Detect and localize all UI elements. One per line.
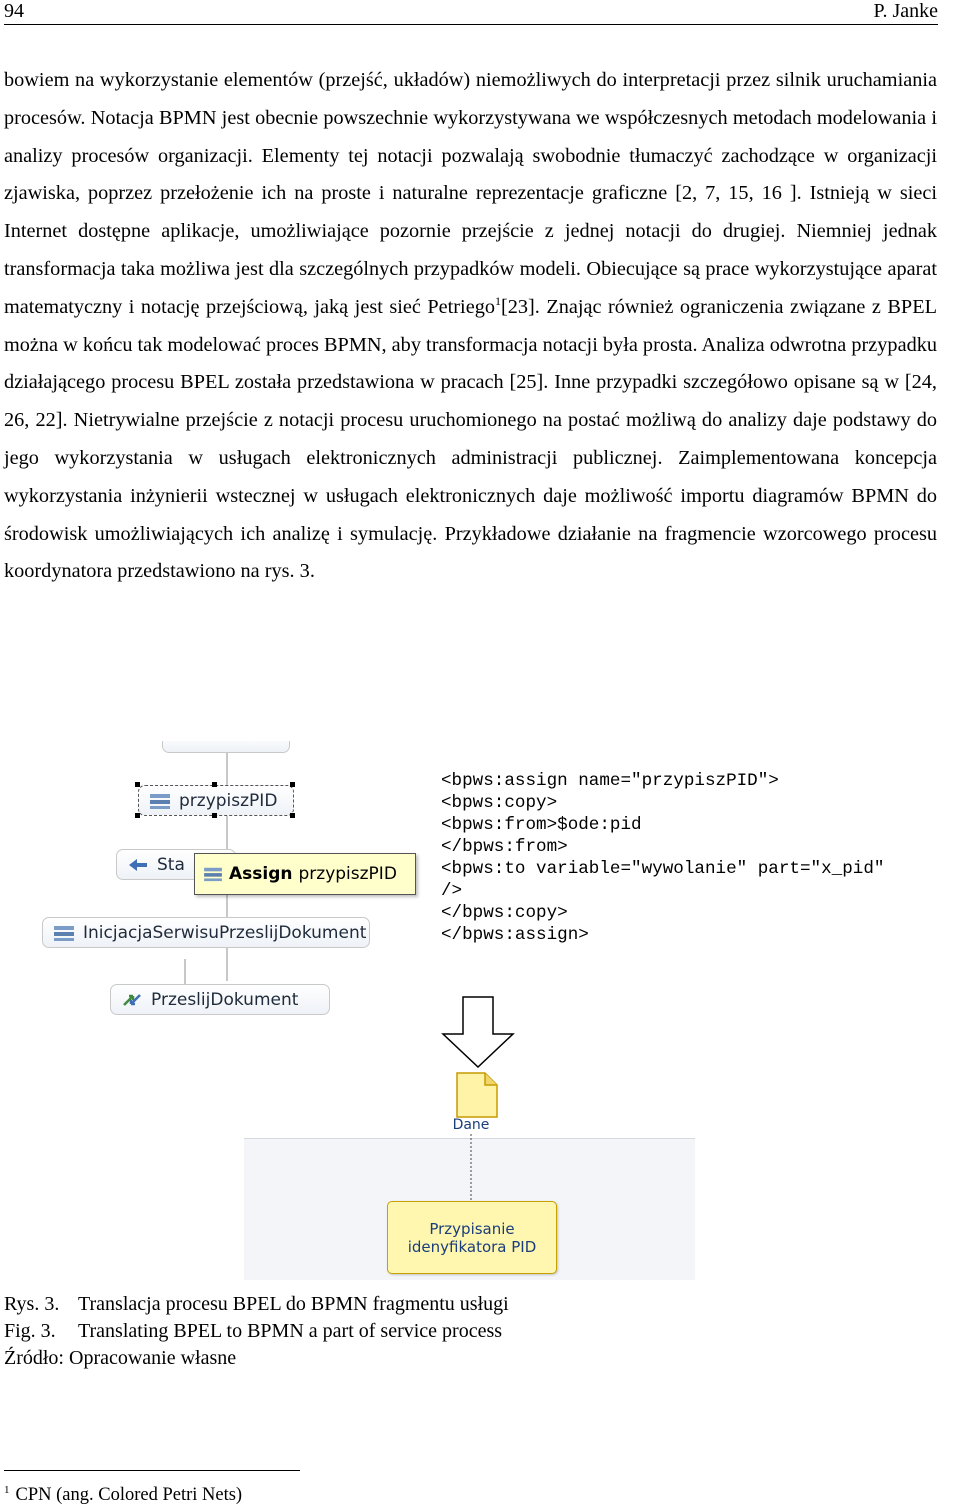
task-przypiszpid[interactable]	[138, 785, 294, 816]
code-line: </bpws:assign>	[441, 925, 589, 945]
caption-en-label: Fig. 3.	[4, 1320, 56, 1342]
caption-pl	[4, 1291, 509, 1318]
assign-tooltip	[194, 853, 416, 895]
association-line	[470, 1134, 472, 1200]
data-object-icon[interactable]	[451, 1072, 499, 1118]
code-line: </bpws:copy>	[441, 903, 568, 923]
assign-icon	[203, 866, 223, 882]
bpmn-task-label-line1: Przypisanie	[429, 1219, 515, 1238]
caption-pl-text: Translacja procesu BPEL do BPMN fragmentu usługi	[78, 1293, 509, 1315]
task-przeslij[interactable]	[110, 984, 330, 1015]
bpel-code-listing	[441, 770, 960, 946]
selection-handle[interactable]	[212, 813, 217, 818]
selection-handle[interactable]	[290, 782, 295, 787]
footnote-reference[interactable]: 1	[494, 293, 501, 308]
page-number: 94	[4, 0, 24, 22]
task-label: Sta	[157, 854, 185, 875]
page-header	[4, 0, 938, 25]
assign-icon	[149, 792, 171, 810]
footnote-mark: 1	[4, 1484, 10, 1496]
bpmn-task-przypisanie[interactable]	[387, 1201, 557, 1274]
task-label: PrzeslijDokument	[151, 989, 299, 1010]
code-line: <bpws:to variable="wywolanie" part="x_pid"	[441, 859, 885, 879]
tooltip-name: przypiszPID	[298, 864, 397, 884]
caption-pl-label: Rys. 3.	[4, 1293, 60, 1315]
body-text-part-1: bowiem na wykorzystanie elementów (przejść, układów) niemożliwych do interpretacji przez silnik uruchamiania procesów. Notacja BPMN jest obecnie powszechnie wykorzystywana we współczesnych metodach modelowania i analizy procesów organizacji. Elementy tej notacji pozwalają swobodnie tłumaczyć zachodzące w organizacji zjawiska, poprzez przełożenie ich na proste i naturalne reprezentacje graficzne [2, 7, 15, 16 ]. Istnieją w sieci Internet dostępne aplikacje, umożliwiające pozornie przejście z jednej notacji do drugiej. Niemniej jednak transformacja taka możliwa jest dla szczególnych przypadków modeli. Obiecujące są prace wykorzystujące aparat matematyczny i notację przejściową, jaką jest sieć Petriego	[4, 69, 937, 318]
bpmn-task-label-line2: idenyfikatora PID	[407, 1237, 537, 1256]
caption-source	[4, 1345, 509, 1372]
invoke-icon	[121, 991, 143, 1009]
task-inicjacja[interactable]	[42, 917, 370, 948]
receive-icon	[127, 856, 149, 874]
caption-en	[4, 1318, 509, 1345]
footnote-separator	[4, 1470, 300, 1471]
code-line: <bpws:from>$ode:pid	[441, 815, 642, 835]
selection-handle[interactable]	[212, 782, 217, 787]
code-line: <bpws:assign name="przypiszPID">	[441, 771, 779, 791]
task-label: przypiszPID	[179, 790, 278, 811]
assign-icon	[53, 924, 75, 942]
code-line: />	[441, 881, 463, 901]
code-line: </bpws:from>	[441, 837, 568, 857]
bpel-editor-screenshot	[4, 741, 426, 1017]
data-object-label: Dane	[452, 1117, 490, 1133]
body-text-part-2: [23]. Znając również ograniczenia związane z BPEL można w końcu tak modelować proces BPMN, aby transformacja notacji była prosta. Analiza odwrotna przypadku działającego procesu BPEL została przedstawiona w pracach [25]. Inne przypadki szczegółowo opisane są w [24, 26, 22]. Nietrywialne przejście z notacji procesu uruchomionego na postać możliwą do analizy daje podstawy do jego wykorzystania w usługach elektronicznych administracji publicznej. Zaimplementowana koncepcja wykorzystania inżynierii wstecznej w usługach elektronicznych daje możliwość importu diagramów BPMN do środowisk umożliwiających ich analizę i symulację. Przykładowe działanie na fragmencie wzorcowego procesu koordynatora przedstawiono na rys. 3.	[4, 295, 937, 583]
footnote	[4, 1483, 242, 1507]
tooltip-kind: Assign	[229, 864, 293, 884]
caption-source-text: Opracowanie własne	[69, 1347, 237, 1369]
task-label: InicjacjaSerwisuPrzeslijDokument	[83, 922, 367, 943]
caption-en-text: Translating BPEL to BPMN a part of service process	[78, 1320, 503, 1342]
selection-handle[interactable]	[290, 813, 295, 818]
selection-handle[interactable]	[135, 782, 140, 787]
footnote-text: CPN (ang. Colored Petri Nets)	[15, 1485, 243, 1505]
code-line: <bpws:copy>	[441, 793, 558, 813]
selection-handle[interactable]	[135, 813, 140, 818]
running-author: P. Janke	[873, 0, 938, 22]
body-paragraph	[4, 62, 937, 591]
down-arrow-icon	[441, 996, 515, 1068]
figure-caption	[4, 1291, 509, 1372]
caption-source-label: Źródło:	[4, 1347, 64, 1369]
task-top-partial	[162, 741, 290, 753]
